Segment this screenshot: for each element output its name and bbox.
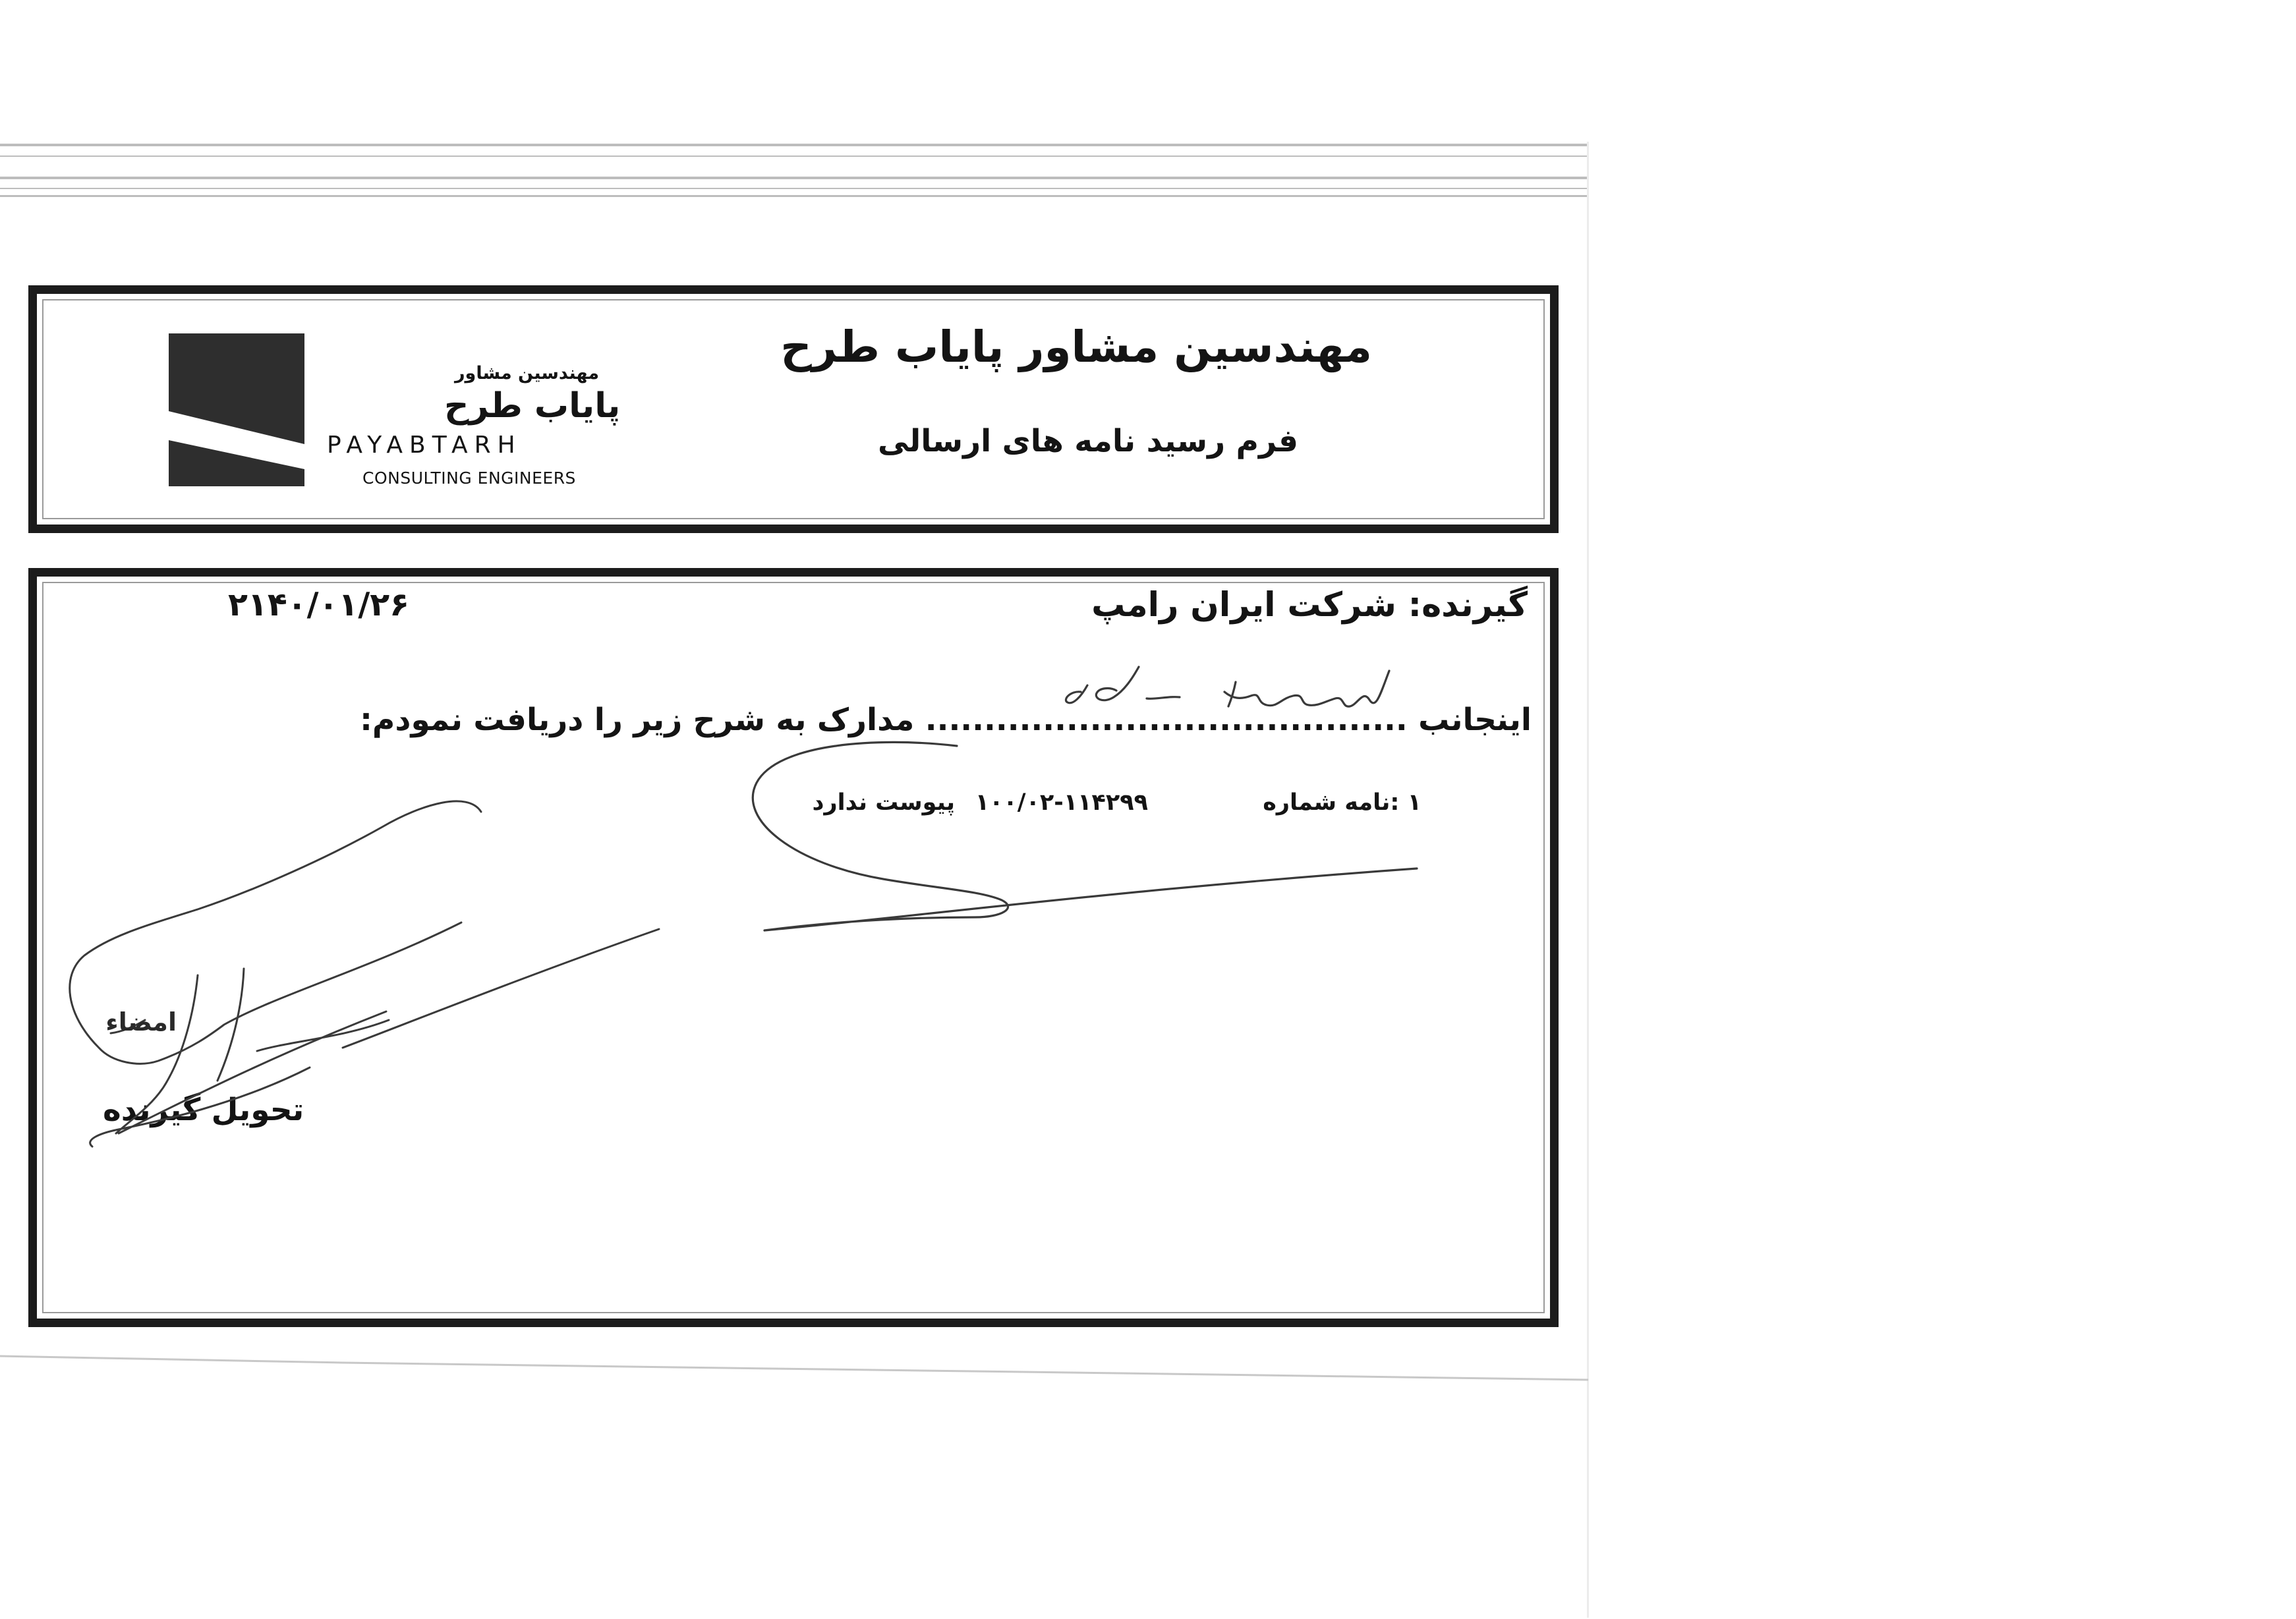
receiver-caption: تحویل گیرنده: [103, 1092, 304, 1128]
stamp-loop-signature: [753, 742, 1417, 930]
logo-persian-name: پایاب طرح: [444, 386, 621, 426]
receipt-date: ۲۱۴۰/۰۱/۲۶: [228, 586, 410, 623]
received-by-signature: [1066, 667, 1389, 706]
receipt-statement: اینجانب ......................................... مدارک به شرح زیر را دریافت نمودم:: [360, 702, 1532, 738]
logo-persian-subtitle: مهندسین مشاور: [455, 363, 600, 383]
receiver-signature-stroke: [70, 801, 659, 1147]
logo-english-name: PAYABTARH: [327, 432, 522, 459]
recipient-line: گیرنده: شرکت ایران رامپ: [1091, 586, 1528, 625]
logo-english-subtitle: CONSULTING ENGINEERS: [362, 469, 576, 488]
attachment-status: پیوست ندارد: [812, 789, 955, 816]
signature-label: امضاء: [105, 1008, 177, 1037]
letter-number: ۱۰۰/۰۲-۱۱۴۲۹۹: [975, 789, 1148, 816]
letter-row-label: ۱ :نامه شماره: [1263, 789, 1421, 816]
company-title: مهندسین مشاور پایاب طرح: [780, 322, 1372, 372]
form-title: فرم رسید نامه های ارسالی: [878, 423, 1298, 459]
